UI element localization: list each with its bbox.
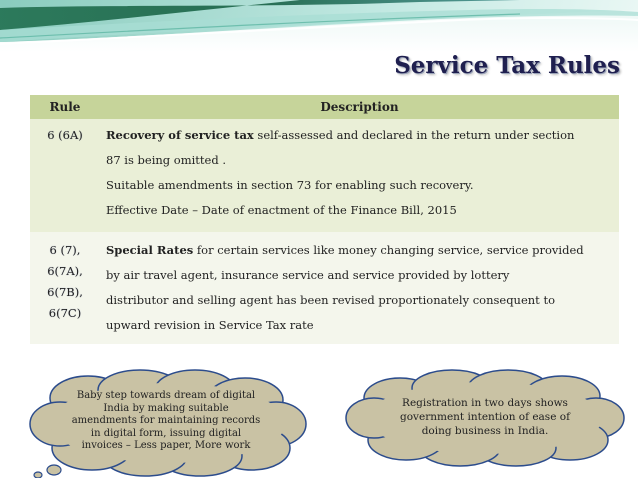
description-line [106,123,611,148]
description-line: Effective Date – Date of enactment of the Finance Bill, 2015 [106,203,457,217]
rule-number: 6 (6A) [47,128,83,142]
slide-title: Service Tax Rules [394,52,620,79]
description-text: self-assessed and declared in the return under section [253,128,575,142]
rule-cell [30,119,100,232]
callout-line: Registration in two days shows [402,397,568,409]
callout-line: in digital form, issuing digital [90,427,242,439]
rule-number: 6(7A), [47,264,83,278]
description-cell [100,119,619,232]
description-line: Suitable amendments in section 73 for enabling such recovery. [106,178,474,192]
callout-line: India by making suitable [103,402,229,414]
callout-left-text [60,390,272,453]
rule-number: 6(7B), [47,285,83,299]
description-line: distributor and selling agent has been revised proportionately consequent to [106,293,555,307]
callout-cloud-right [340,368,630,468]
description-line [106,238,611,263]
description-text: for certain services like money changing service, service provided [193,243,584,257]
description-lead: Special Rates [106,243,194,257]
table-row [30,119,619,232]
header-description: Description [320,100,399,114]
table-row [30,232,619,344]
callout-line: invoices – Less paper, More work [81,440,251,451]
callout-line: amendments for maintaining records [71,415,261,426]
callout-line: government intention of ease of [400,411,570,423]
rule-number: 6(7C) [48,306,82,320]
description-lead: Recovery of service tax [106,128,254,142]
table-header-row [30,95,619,119]
callout-right-text [380,396,590,438]
rules-table [30,95,619,344]
description-line: 87 is being omitted . [106,153,227,167]
banner-swoosh-graphic [0,0,638,52]
rule-number: 6 (7), [49,243,81,257]
callout-cloud-left [20,368,310,478]
description-line: upward revision in Service Tax rate [106,318,314,332]
callout-line: doing business in India. [421,425,549,437]
header-rule: Rule [49,100,81,114]
description-line: by air travel agent, insurance service and service provided by lottery [106,268,510,282]
rule-cell [30,232,100,344]
header-banner [0,0,638,52]
callout-line: Baby step towards dream of digital [76,390,256,401]
description-cell [100,232,619,344]
